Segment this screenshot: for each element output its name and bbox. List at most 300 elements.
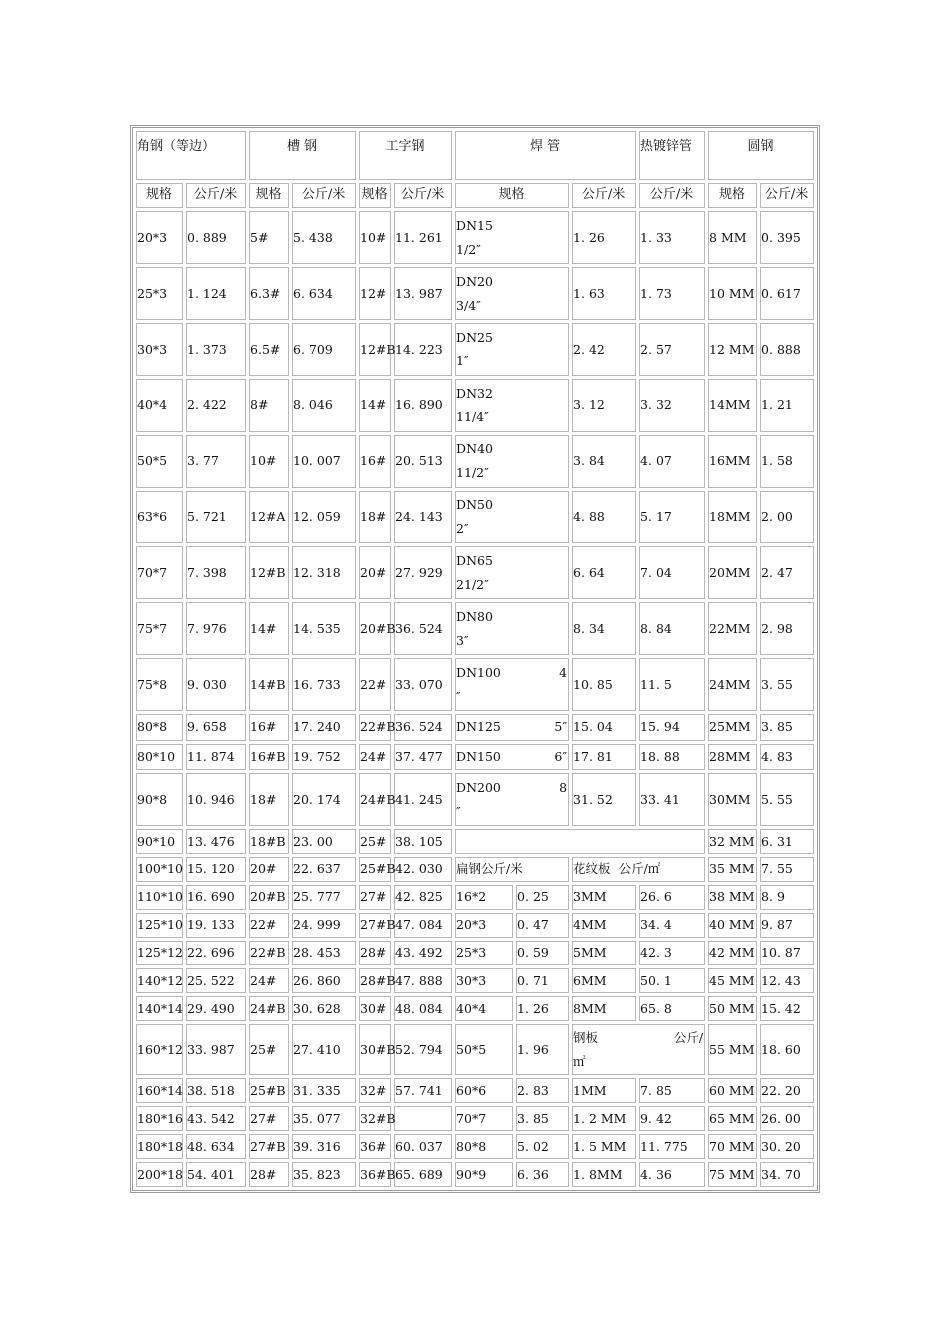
channel-weight-cell: 39. 316: [292, 1134, 356, 1159]
section-header-row: [136, 131, 814, 180]
channel-weight-cell: 6. 709: [292, 323, 356, 376]
channel-weight-cell: 22. 637: [292, 857, 356, 882]
table-row: [136, 1162, 814, 1187]
channel-spec-cell: 12#A: [249, 491, 289, 544]
channel-weight-cell: 12. 059: [292, 491, 356, 544]
ibeam-weight-cell: 42. 825: [394, 885, 452, 910]
galvanized-pipe-weight-cell: 5. 17: [639, 491, 705, 544]
channel-spec-cell: 27#B: [249, 1134, 289, 1159]
angle-weight-cell: 9. 658: [186, 714, 246, 741]
angle-weight-cell: 29. 490: [186, 996, 246, 1021]
table-row: [136, 323, 814, 376]
subheader-spec: 规格: [359, 183, 391, 209]
ibeam-spec-cell: 14#: [359, 379, 391, 432]
channel-weight-cell: 31. 335: [292, 1078, 356, 1103]
round-steel-weight-cell: 8. 9: [760, 885, 814, 910]
ibeam-weight-cell: 16. 890: [394, 379, 452, 432]
table-row: [136, 885, 814, 910]
angle-weight-cell: 7. 398: [186, 546, 246, 599]
angle-spec-cell: 140*14: [136, 996, 183, 1021]
ibeam-weight-cell: 42. 030: [394, 857, 452, 882]
galvanized-pipe-weight-cell: 7. 04: [639, 546, 705, 599]
angle-weight-cell: 2. 422: [186, 379, 246, 432]
welded-pipe-spec-cell: [455, 773, 569, 826]
ibeam-weight-cell: 14. 223: [394, 323, 452, 376]
table-row: [136, 435, 814, 488]
ibeam-weight-cell: 36. 524: [394, 714, 452, 741]
angle-weight-cell: 19. 133: [186, 913, 246, 938]
header-galvanized-pipe: 热镀锌管: [639, 131, 705, 180]
table-row: [136, 602, 814, 655]
plate-weight-cell: 65. 8: [639, 996, 705, 1021]
round-steel-spec-cell: 50 MM: [708, 996, 757, 1021]
ibeam-spec-cell: 27#B: [359, 913, 391, 938]
plate-spec-cell: 1. 2 MM: [572, 1106, 636, 1131]
pipe-inch-mark: ″: [456, 688, 461, 704]
steel-weight-table-frame: [130, 125, 820, 1193]
ibeam-weight-cell: 43. 492: [394, 941, 452, 966]
steel-plate-header: [572, 1024, 705, 1075]
subheader-spec: 规格: [455, 183, 569, 209]
ibeam-weight-cell: 60. 037: [394, 1134, 452, 1159]
subheader-spec: 规格: [249, 183, 289, 209]
plate-weight-cell: 26. 6: [639, 885, 705, 910]
ibeam-spec-cell: 12#B: [359, 323, 391, 376]
welded-pipe-spec-cell: [455, 379, 569, 432]
ibeam-spec-cell: 20#B: [359, 602, 391, 655]
angle-weight-cell: 38. 518: [186, 1078, 246, 1103]
header-welded-pipe: 焊 管: [455, 131, 636, 180]
subheader-kgm: 公斤/米: [639, 183, 705, 209]
channel-spec-cell: 25#B: [249, 1078, 289, 1103]
welded-pipe-weight-cell: 3. 84: [572, 435, 636, 488]
round-steel-weight-cell: 9. 87: [760, 913, 814, 938]
channel-spec-cell: 24#B: [249, 996, 289, 1021]
angle-weight-cell: 7. 976: [186, 602, 246, 655]
angle-spec-cell: 90*10: [136, 829, 183, 854]
round-steel-weight-cell: 18. 60: [760, 1024, 814, 1075]
round-steel-spec-cell: 12 MM: [708, 323, 757, 376]
round-steel-weight-cell: 2. 98: [760, 602, 814, 655]
table-row: [136, 1078, 814, 1103]
round-steel-weight-cell: 22. 20: [760, 1078, 814, 1103]
welded-pipe-spec-cell: [455, 744, 569, 771]
angle-spec-cell: 140*12: [136, 968, 183, 993]
pipe-inch-label: 21/2″: [456, 576, 489, 592]
channel-weight-cell: 26. 860: [292, 968, 356, 993]
pipe-inch-number: 8: [559, 779, 568, 795]
plate-spec-cell: 1MM: [572, 1078, 636, 1103]
steel-plate-name: 钢板: [573, 1030, 599, 1046]
channel-spec-cell: 24#: [249, 968, 289, 993]
channel-weight-cell: 12. 318: [292, 546, 356, 599]
flat-steel-weight-cell: 0. 71: [516, 968, 569, 993]
welded-pipe-spec-cell: [455, 546, 569, 599]
pipe-inch-label: 3/4″: [456, 297, 481, 313]
subheader-kgm: 公斤/米: [572, 183, 636, 209]
ibeam-spec-cell: 32#: [359, 1078, 391, 1103]
galvanized-pipe-weight-cell: 11. 5: [639, 658, 705, 711]
pipe-dn-label: DN100: [456, 664, 501, 680]
table-row: [136, 913, 814, 938]
angle-spec-cell: 110*10: [136, 885, 183, 910]
pipe-inch-label: 11/2″: [456, 465, 489, 481]
pipe-dn-label: DN80: [456, 608, 493, 624]
flat-steel-spec-cell: 50*5: [455, 1024, 513, 1075]
pipe-inch-label: 6″: [554, 749, 568, 765]
subheader-spec: 规格: [708, 183, 757, 209]
table-row: [136, 829, 814, 854]
flat-steel-spec-cell: 40*4: [455, 996, 513, 1021]
ibeam-spec-cell: 16#: [359, 435, 391, 488]
galvanized-pipe-weight-cell: 15. 94: [639, 714, 705, 741]
flat-steel-weight-cell: 1. 26: [516, 996, 569, 1021]
galvanized-pipe-weight-cell: 8. 84: [639, 602, 705, 655]
channel-weight-cell: 6. 634: [292, 267, 356, 320]
welded-pipe-weight-cell: 10. 85: [572, 658, 636, 711]
channel-weight-cell: 35. 823: [292, 1162, 356, 1187]
table-row: [136, 996, 814, 1021]
round-steel-spec-cell: 70 MM: [708, 1134, 757, 1159]
pipe-dn-label: DN65: [456, 553, 493, 569]
angle-weight-cell: 9. 030: [186, 658, 246, 711]
angle-spec-cell: 200*18: [136, 1162, 183, 1187]
angle-spec-cell: 180*16: [136, 1106, 183, 1131]
round-steel-spec-cell: 60 MM: [708, 1078, 757, 1103]
flat-steel-spec-cell: 80*8: [455, 1134, 513, 1159]
round-steel-spec-cell: 42 MM: [708, 941, 757, 966]
flat-steel-spec-cell: 25*3: [455, 941, 513, 966]
ibeam-spec-cell: 12#: [359, 267, 391, 320]
ibeam-weight-cell: 41. 245: [394, 773, 452, 826]
ibeam-weight-cell: 37. 477: [394, 744, 452, 771]
channel-weight-cell: 17. 240: [292, 714, 356, 741]
channel-spec-cell: 14#B: [249, 658, 289, 711]
ibeam-weight-cell: 38. 105: [394, 829, 452, 854]
welded-pipe-spec-cell: [455, 714, 569, 741]
round-steel-spec-cell: 10 MM: [708, 267, 757, 320]
ibeam-weight-cell: [394, 1106, 452, 1131]
galvanized-pipe-weight-cell: 33. 41: [639, 773, 705, 826]
round-steel-weight-cell: 2. 00: [760, 491, 814, 544]
round-steel-weight-cell: 3. 55: [760, 658, 814, 711]
ibeam-weight-cell: 57. 741: [394, 1078, 452, 1103]
round-steel-weight-cell: 0. 617: [760, 267, 814, 320]
pipe-inch-label: 3″: [456, 632, 469, 648]
welded-pipe-weight-cell: 1. 26: [572, 211, 636, 264]
flat-steel-spec-cell: 20*3: [455, 913, 513, 938]
plate-weight-cell: 4. 36: [639, 1162, 705, 1187]
welded-pipe-weight-cell: 2. 42: [572, 323, 636, 376]
channel-weight-cell: 14. 535: [292, 602, 356, 655]
round-steel-weight-cell: 3. 85: [760, 714, 814, 741]
ibeam-spec-cell: 22#: [359, 658, 391, 711]
channel-spec-cell: 16#B: [249, 744, 289, 771]
welded-pipe-weight-cell: 1. 63: [572, 267, 636, 320]
channel-spec-cell: 8#: [249, 379, 289, 432]
welded-pipe-weight-cell: 17. 81: [572, 744, 636, 771]
pipe-dn-label: DN150: [456, 749, 501, 765]
channel-weight-cell: 25. 777: [292, 885, 356, 910]
ibeam-spec-cell: 10#: [359, 211, 391, 264]
channel-weight-cell: 24. 999: [292, 913, 356, 938]
ibeam-spec-cell: 25#B: [359, 857, 391, 882]
galvanized-pipe-weight-cell: 18. 88: [639, 744, 705, 771]
round-steel-spec-cell: 38 MM: [708, 885, 757, 910]
channel-spec-cell: 22#: [249, 913, 289, 938]
channel-spec-cell: 22#B: [249, 941, 289, 966]
pipe-inch-number: 4: [559, 664, 568, 680]
round-steel-weight-cell: 15. 42: [760, 996, 814, 1021]
welded-pipe-spec-cell: [455, 435, 569, 488]
angle-spec-cell: 80*8: [136, 714, 183, 741]
flat-steel-weight-cell: 3. 85: [516, 1106, 569, 1131]
welded-pipe-weight-cell: 8. 34: [572, 602, 636, 655]
ibeam-spec-cell: 27#: [359, 885, 391, 910]
pipe-dn-label: DN32: [456, 385, 493, 401]
empty-merged-cell: [455, 829, 705, 854]
ibeam-spec-cell: 32#B: [359, 1106, 391, 1131]
angle-spec-cell: 90*8: [136, 773, 183, 826]
angle-spec-cell: 75*8: [136, 658, 183, 711]
header-angle-steel: 角钢（等边）: [136, 131, 246, 180]
round-steel-weight-cell: 26. 00: [760, 1106, 814, 1131]
angle-spec-cell: 160*12: [136, 1024, 183, 1075]
angle-spec-cell: 180*18: [136, 1134, 183, 1159]
flat-steel-spec-cell: 16*2: [455, 885, 513, 910]
ibeam-weight-cell: 65. 689: [394, 1162, 452, 1187]
pipe-inch-label: 1″: [456, 353, 469, 369]
round-steel-weight-cell: 0. 888: [760, 323, 814, 376]
pipe-inch-label: 5″: [554, 719, 568, 735]
plate-spec-cell: 6MM: [572, 968, 636, 993]
ibeam-spec-cell: 28#: [359, 941, 391, 966]
welded-pipe-weight-cell: 31. 52: [572, 773, 636, 826]
pipe-inch-label: 2″: [456, 520, 469, 536]
flat-steel-weight-cell: 1. 96: [516, 1024, 569, 1075]
flat-steel-spec-cell: 60*6: [455, 1078, 513, 1103]
round-steel-spec-cell: 14MM: [708, 379, 757, 432]
ibeam-spec-cell: 36#: [359, 1134, 391, 1159]
round-steel-spec-cell: 16MM: [708, 435, 757, 488]
steel-plate-unit-suffix: ㎡: [573, 1053, 586, 1069]
checker-plate-header: [572, 857, 705, 882]
angle-weight-cell: 0. 889: [186, 211, 246, 264]
channel-spec-cell: 20#B: [249, 885, 289, 910]
angle-weight-cell: 3. 77: [186, 435, 246, 488]
angle-spec-cell: 25*3: [136, 267, 183, 320]
pipe-dn-label: DN200: [456, 779, 501, 795]
round-steel-spec-cell: 35 MM: [708, 857, 757, 882]
flat-steel-spec-cell: 70*7: [455, 1106, 513, 1131]
ibeam-spec-cell: 25#: [359, 829, 391, 854]
table-row: [136, 1134, 814, 1159]
ibeam-weight-cell: 20. 513: [394, 435, 452, 488]
channel-spec-cell: 5#: [249, 211, 289, 264]
round-steel-weight-cell: 34. 70: [760, 1162, 814, 1187]
channel-spec-cell: 10#: [249, 435, 289, 488]
header-channel-steel: 槽 钢: [249, 131, 356, 180]
round-steel-spec-cell: 8 MM: [708, 211, 757, 264]
plate-weight-cell: 34. 4: [639, 913, 705, 938]
subheader-spec: 规格: [136, 183, 183, 209]
plate-weight-cell: 7. 85: [639, 1078, 705, 1103]
channel-weight-cell: 28. 453: [292, 941, 356, 966]
round-steel-weight-cell: 10. 87: [760, 941, 814, 966]
table-row: [136, 491, 814, 544]
ibeam-spec-cell: 20#: [359, 546, 391, 599]
angle-weight-cell: 33. 987: [186, 1024, 246, 1075]
angle-weight-cell: 5. 721: [186, 491, 246, 544]
channel-spec-cell: 18#B: [249, 829, 289, 854]
plate-weight-cell: 11. 775: [639, 1134, 705, 1159]
channel-weight-cell: 23. 00: [292, 829, 356, 854]
subheader-kgm: 公斤/米: [292, 183, 356, 209]
table-row: [136, 546, 814, 599]
round-steel-weight-cell: 7. 55: [760, 857, 814, 882]
round-steel-spec-cell: 18MM: [708, 491, 757, 544]
ibeam-weight-cell: 13. 987: [394, 267, 452, 320]
round-steel-spec-cell: 65 MM: [708, 1106, 757, 1131]
ibeam-weight-cell: 47. 084: [394, 913, 452, 938]
galvanized-pipe-weight-cell: 4. 07: [639, 435, 705, 488]
angle-weight-cell: 48. 634: [186, 1134, 246, 1159]
round-steel-weight-cell: 1. 21: [760, 379, 814, 432]
round-steel-spec-cell: 25MM: [708, 714, 757, 741]
angle-weight-cell: 13. 476: [186, 829, 246, 854]
angle-spec-cell: 63*6: [136, 491, 183, 544]
table-row: [136, 744, 814, 771]
ibeam-weight-cell: 47. 888: [394, 968, 452, 993]
steel-plate-unit: 公斤/: [673, 1030, 704, 1046]
angle-weight-cell: 54. 401: [186, 1162, 246, 1187]
table-row: [136, 658, 814, 711]
plate-spec-cell: 4MM: [572, 913, 636, 938]
channel-spec-cell: 20#: [249, 857, 289, 882]
channel-spec-cell: 14#: [249, 602, 289, 655]
flat-steel-spec-cell: 30*3: [455, 968, 513, 993]
subheader-row: [136, 183, 814, 209]
angle-weight-cell: 22. 696: [186, 941, 246, 966]
flat-steel-weight-cell: 0. 47: [516, 913, 569, 938]
flat-steel-weight-cell: 6. 36: [516, 1162, 569, 1187]
subheader-kgm: 公斤/米: [186, 183, 246, 209]
pipe-inch-label: 11/4″: [456, 409, 489, 425]
ibeam-spec-cell: 30#: [359, 996, 391, 1021]
angle-spec-cell: 80*10: [136, 744, 183, 771]
angle-weight-cell: 15. 120: [186, 857, 246, 882]
angle-spec-cell: 30*3: [136, 323, 183, 376]
ibeam-weight-cell: 36. 524: [394, 602, 452, 655]
table-row: [136, 1024, 814, 1075]
flat-steel-header: 扁钢公斤/米: [455, 857, 569, 882]
angle-spec-cell: 125*12: [136, 941, 183, 966]
subheader-kgm: 公斤/米: [394, 183, 452, 209]
table-row: [136, 267, 814, 320]
angle-spec-cell: 20*3: [136, 211, 183, 264]
channel-weight-cell: 16. 733: [292, 658, 356, 711]
round-steel-weight-cell: 30. 20: [760, 1134, 814, 1159]
angle-weight-cell: 43. 542: [186, 1106, 246, 1131]
channel-spec-cell: 6.5#: [249, 323, 289, 376]
checker-plate-unit: 公斤/㎡: [618, 861, 661, 877]
plate-weight-cell: 42. 3: [639, 941, 705, 966]
galvanized-pipe-weight-cell: 1. 33: [639, 211, 705, 264]
ibeam-spec-cell: 24#: [359, 744, 391, 771]
table-row: [136, 773, 814, 826]
welded-pipe-spec-cell: [455, 658, 569, 711]
channel-spec-cell: 28#: [249, 1162, 289, 1187]
ibeam-spec-cell: 24#B: [359, 773, 391, 826]
channel-spec-cell: 16#: [249, 714, 289, 741]
angle-spec-cell: 160*14: [136, 1078, 183, 1103]
angle-weight-cell: 11. 874: [186, 744, 246, 771]
galvanized-pipe-weight-cell: 1. 73: [639, 267, 705, 320]
welded-pipe-weight-cell: 15. 04: [572, 714, 636, 741]
round-steel-weight-cell: 2. 47: [760, 546, 814, 599]
steel-weight-table: [133, 128, 817, 1190]
welded-pipe-spec-cell: [455, 491, 569, 544]
angle-weight-cell: 16. 690: [186, 885, 246, 910]
round-steel-spec-cell: 45 MM: [708, 968, 757, 993]
channel-weight-cell: 5. 438: [292, 211, 356, 264]
angle-weight-cell: 1. 124: [186, 267, 246, 320]
round-steel-spec-cell: 20MM: [708, 546, 757, 599]
round-steel-spec-cell: 40 MM: [708, 913, 757, 938]
angle-weight-cell: 1. 373: [186, 323, 246, 376]
angle-spec-cell: 70*7: [136, 546, 183, 599]
ibeam-weight-cell: 52. 794: [394, 1024, 452, 1075]
channel-weight-cell: 35. 077: [292, 1106, 356, 1131]
galvanized-pipe-weight-cell: 3. 32: [639, 379, 705, 432]
ibeam-spec-cell: 30#B: [359, 1024, 391, 1075]
ibeam-weight-cell: 48. 084: [394, 996, 452, 1021]
round-steel-spec-cell: 22MM: [708, 602, 757, 655]
angle-weight-cell: 25. 522: [186, 968, 246, 993]
pipe-inch-label: 1/2″: [456, 241, 481, 257]
round-steel-spec-cell: 24MM: [708, 658, 757, 711]
ibeam-weight-cell: 33. 070: [394, 658, 452, 711]
channel-spec-cell: 6.3#: [249, 267, 289, 320]
table-row: [136, 211, 814, 264]
header-round-steel: 圆钢: [708, 131, 814, 180]
table-row: [136, 968, 814, 993]
angle-weight-cell: 10. 946: [186, 773, 246, 826]
table-row: [136, 857, 814, 882]
header-i-beam: 工字钢: [359, 131, 452, 180]
ibeam-spec-cell: 22#B: [359, 714, 391, 741]
channel-spec-cell: 25#: [249, 1024, 289, 1075]
ibeam-spec-cell: 18#: [359, 491, 391, 544]
round-steel-spec-cell: 30MM: [708, 773, 757, 826]
plate-spec-cell: 1. 8MM: [572, 1162, 636, 1187]
welded-pipe-weight-cell: 3. 12: [572, 379, 636, 432]
ibeam-spec-cell: 28#B: [359, 968, 391, 993]
pipe-dn-label: DN20: [456, 273, 493, 289]
pipe-dn-label: DN125: [456, 719, 501, 735]
ibeam-weight-cell: 24. 143: [394, 491, 452, 544]
pipe-dn-label: DN50: [456, 497, 493, 513]
round-steel-weight-cell: 5. 55: [760, 773, 814, 826]
flat-steel-weight-cell: 5. 02: [516, 1134, 569, 1159]
flat-steel-spec-cell: 90*9: [455, 1162, 513, 1187]
round-steel-weight-cell: 0. 395: [760, 211, 814, 264]
ibeam-weight-cell: 11. 261: [394, 211, 452, 264]
plate-spec-cell: 1. 5 MM: [572, 1134, 636, 1159]
angle-spec-cell: 50*5: [136, 435, 183, 488]
flat-steel-weight-cell: 0. 25: [516, 885, 569, 910]
plate-spec-cell: 3MM: [572, 885, 636, 910]
